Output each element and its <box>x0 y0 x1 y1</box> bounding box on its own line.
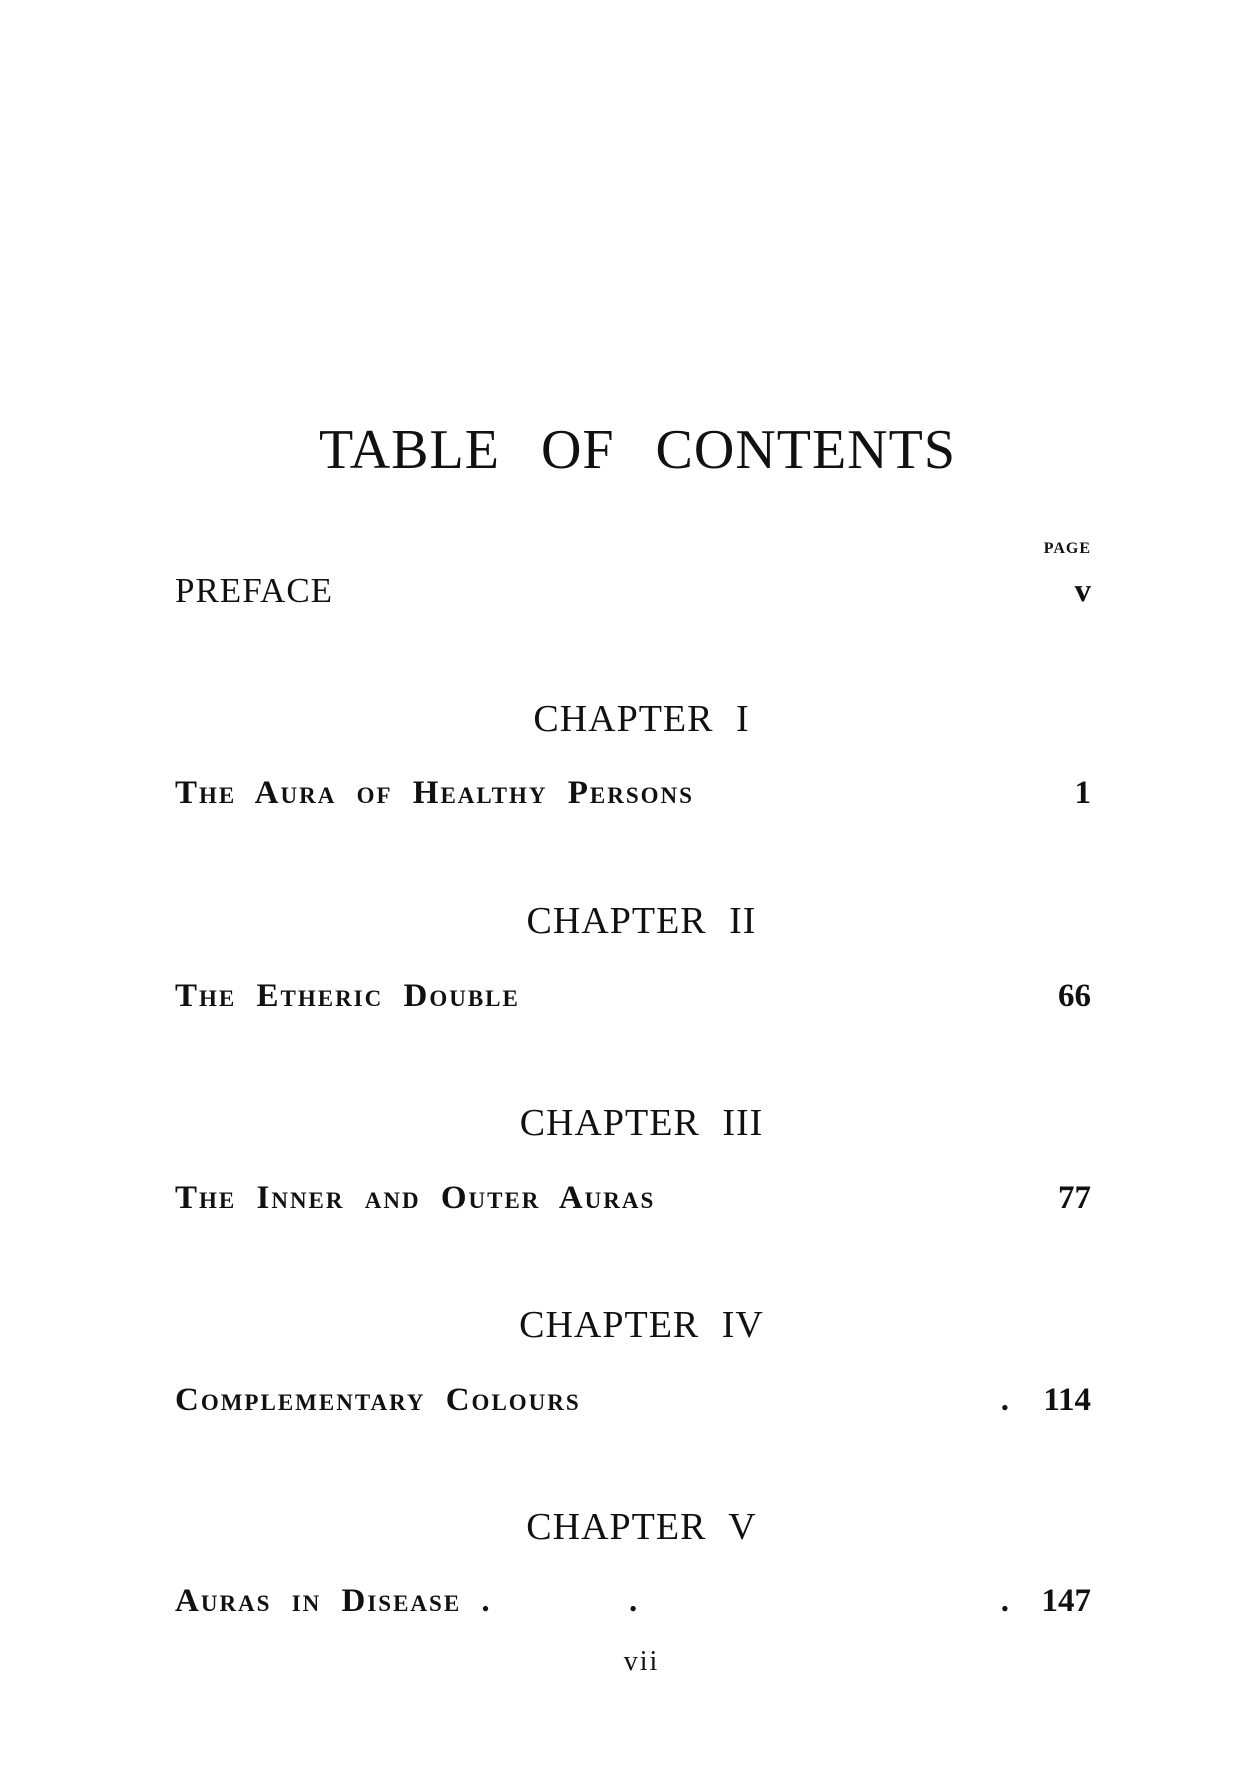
toc-entry-title: PREFACE <box>175 571 334 610</box>
toc-entry <box>175 1175 1091 1215</box>
page-column-label: PAGE <box>1043 540 1091 557</box>
toc-entry-title: Auras in Disease . <box>175 1583 492 1619</box>
chapter-heading: CHAPTER V <box>526 1506 757 1548</box>
toc-entry-page: v <box>1074 573 1091 609</box>
toc-entry-page: 1 <box>1074 775 1091 811</box>
chapter-heading: CHAPTER II <box>526 900 757 942</box>
chapter-heading: CHAPTER I <box>533 698 750 740</box>
toc-entry <box>175 973 1091 1013</box>
page-number: vii <box>623 1646 660 1677</box>
chapter-heading: CHAPTER III <box>519 1102 764 1144</box>
toc-entry-page: 147 <box>1041 1583 1091 1619</box>
toc-entry-page: 77 <box>1058 1180 1091 1216</box>
toc-entry-page: 114 <box>1043 1382 1091 1418</box>
leader-dot: . <box>1000 1382 1009 1418</box>
toc-entry-title: The Aura of Healthy Persons <box>175 775 694 811</box>
page-title: TABLE OF CONTENTS <box>319 419 956 481</box>
toc-entry <box>175 1377 1091 1417</box>
toc-entry <box>175 1578 1091 1618</box>
leader-dot: . <box>629 1583 638 1619</box>
leader-dot: . <box>1000 1583 1009 1619</box>
toc-entry-title: Complementary Colours <box>175 1382 581 1418</box>
toc-entry <box>175 770 1091 810</box>
toc-entry-title: The Etheric Double <box>175 978 520 1014</box>
chapter-heading: CHAPTER IV <box>519 1304 764 1346</box>
toc-entry-page: 66 <box>1058 978 1091 1014</box>
toc-entry-preface <box>175 568 1091 608</box>
toc-entry-title: The Inner and Outer Auras <box>175 1180 656 1216</box>
